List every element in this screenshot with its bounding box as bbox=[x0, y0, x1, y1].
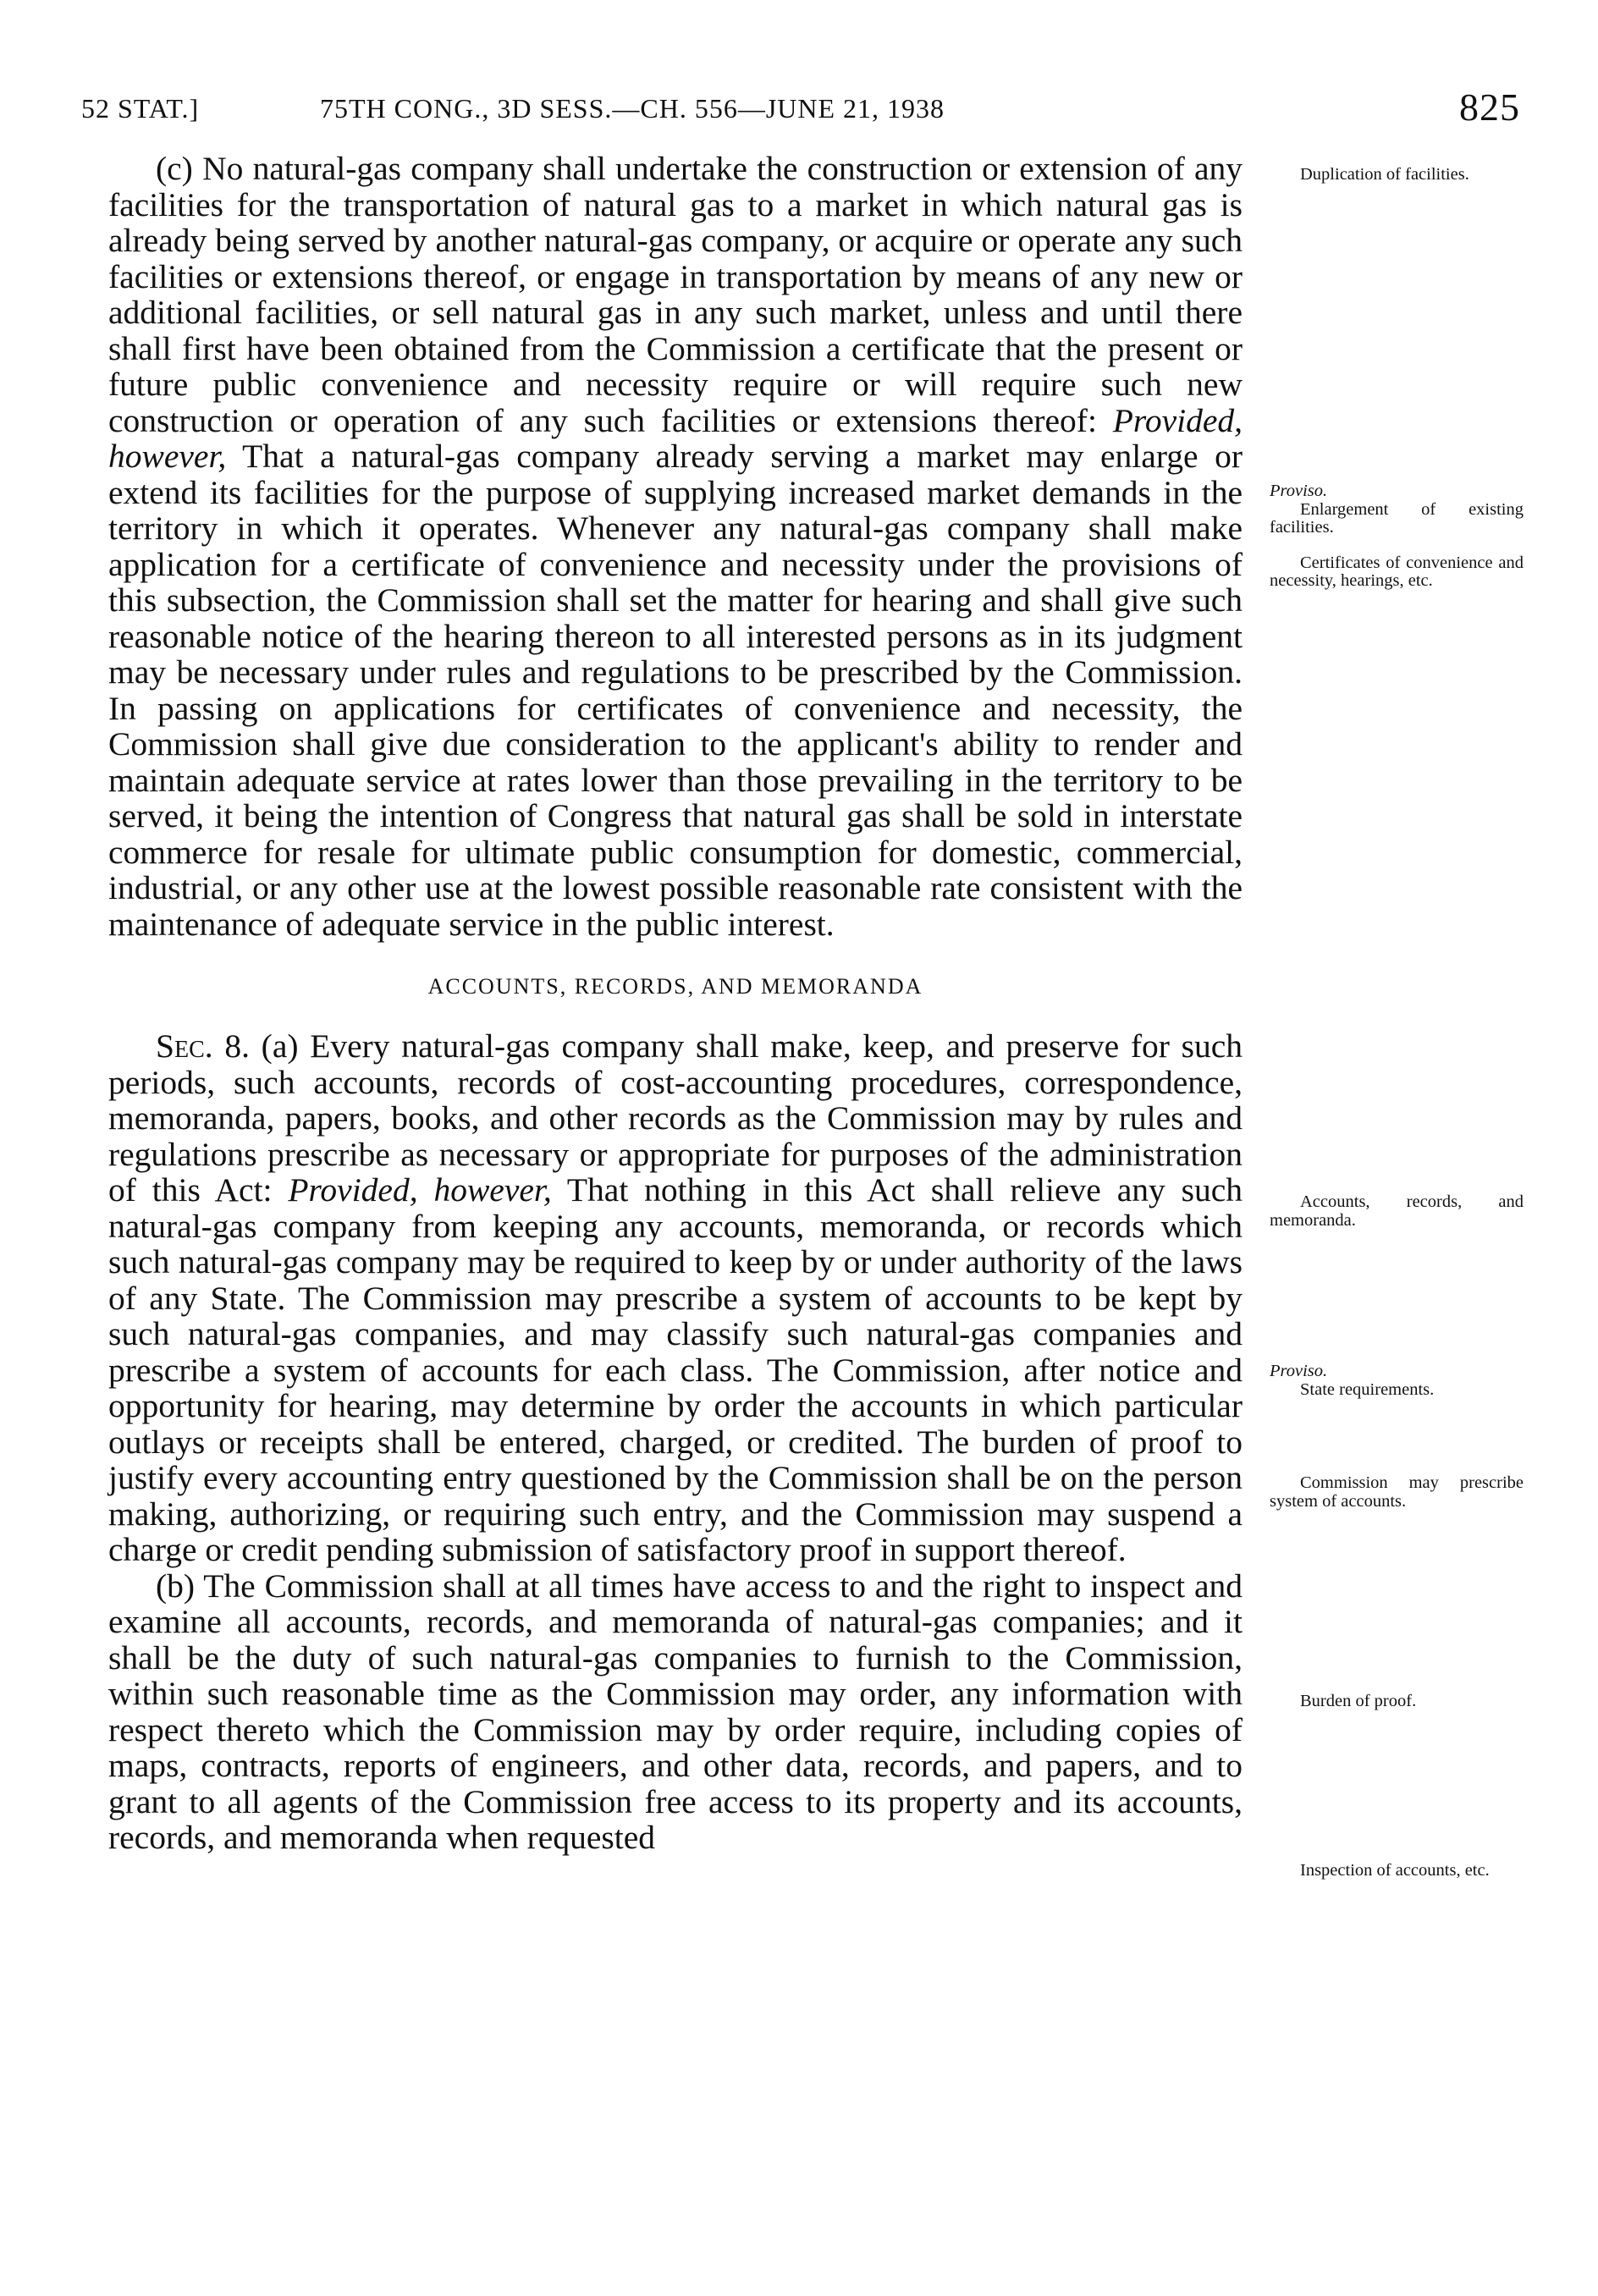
margin-note-burden: Burden of proof. bbox=[1300, 1692, 1417, 1710]
paragraph-c-part1: (c) No natural-gas company shall undertake the construction or extension of any facilities for the transportation of natural gas to a market in which natural gas is already being served by another natural-gas company, or acquire or operate any such facilities or extensions thereof, or engage in transportation by means of any new or additional facilities, or sell natural gas in any such market, unless and until there shall first have been obtained from the Commission a certificate that the present or future public convenience and necessity require or will require such new construction or operation of any such facilities or extensions thereof: bbox=[108, 150, 1243, 439]
section-8a-part2: That nothing in this Act shall relieve any such natural-gas company from keeping any accounts, memoranda, or records which such natural-gas company may be required to keep by or under authority of the laws of any State. The Commission may prescribe a system of accounts to be kept by such natural-gas companies, and may classify such natural-gas companies and prescribe a system of accounts for each class. The Commission, after notice and opportunity for hearing, may determine by order the accounts in which particular outlays or receipts shall be entered, charged, or credited. The burden of proof to justify every accounting entry questioned by the Commission shall be on the person making, authorizing, or requiring such entry, and the Commission may suspend a charge or credit pending submission of satisfactory proof in support thereof. bbox=[108, 1171, 1243, 1568]
margin-note-enlargement: Enlargement of existing facilities. bbox=[1270, 499, 1524, 537]
margin-note-accounts: Accounts, records, and memoranda. bbox=[1270, 1192, 1524, 1230]
section-8a-part1: (a) Every natural-gas company shall make, keep, and preserve for such periods, such accounts, records of cost-accounting procedures, correspondence, memoranda, papers, books, and other records as the Commission may by rules and regulations prescribe as necessary or appropriate for purposes of the administration of this Act: bbox=[108, 1027, 1243, 1209]
proviso-phrase-2: Provided, however, bbox=[288, 1171, 552, 1209]
margin-note-state-requirements: State requirements. bbox=[1300, 1379, 1435, 1399]
section-8-paragraph-b: (b) The Commission shall at all times have access to and the right to inspect and examine all accounts, records, and memoranda of natural-gas companies; and it shall be the duty of such natural-gas companies to furnish to the Commission, within such reasonable time as the Commission may order, any information with respect thereto which the Commission may by order require, including copies of maps, contracts, reports of engineers, and other data, records, and papers, and to grant to all agents of the Commission free access to its property and its accounts, records, and memoranda when requested bbox=[108, 1566, 1243, 1856]
section-number: Sec. 8. bbox=[156, 1027, 250, 1065]
section-8-paragraph-a bbox=[108, 1028, 1243, 1568]
statute-reference: 52 STAT.] bbox=[81, 93, 200, 124]
proviso-phrase: Provided, however, bbox=[108, 401, 1243, 475]
margin-note-inspection: Inspection of accounts, etc. bbox=[1300, 1861, 1490, 1880]
margin-note-proviso-2: Proviso. State requirements. bbox=[1270, 1363, 1524, 1399]
session-chapter-date: 75TH CONG., 3D SESS.—CH. 556—JUNE 21, 1938 bbox=[320, 93, 945, 124]
page-number: 825 bbox=[1459, 85, 1520, 129]
paragraph-c-part2: That a natural-gas company already serving a market may enlarge or extend its facilities for the purpose of supplying increased market demands in the territory in which it operates. Whenever any natural-gas company shall make application for a certificate of convenience and necessity under the provisions of this subsection, the Commission shall set the matter for hearing and shall give such reasonable notice of the hearing thereon to all interested persons as in its judgment may be necessary under rules and regulations to be prescribed by the Commission. In passing on applications for certificates of convenience and necessity, the Commission shall give due consideration to the applicant's ability to render and maintain adequate service at rates lower than those prevailing in the territory to be served, it being the intention of Congress that natural gas shall be sold in interstate commerce for resale for ultimate public consumption for domestic, commercial, industrial, or any other use at the lowest possible reasonable rate consistent with the maintenance of adequate service in the public interest. bbox=[108, 438, 1243, 943]
section-heading: ACCOUNTS, RECORDS, AND MEMORANDA bbox=[427, 974, 923, 999]
margin-note-commission-may: Commission may prescribe system of accounts. bbox=[1270, 1473, 1524, 1511]
margin-note-certificates: Certificates of convenience and necessity, hearings, etc. bbox=[1270, 553, 1524, 590]
paragraph-c bbox=[108, 151, 1243, 942]
page-header bbox=[81, 85, 1520, 135]
main-text bbox=[108, 151, 1243, 1856]
margin-note-duplication: Duplication of facilities. bbox=[1300, 165, 1469, 184]
margin-note-proviso-1: Proviso. Enlargement of existing facilities. Certificates of convenience and necessity, hearings, etc. bbox=[1270, 482, 1524, 590]
